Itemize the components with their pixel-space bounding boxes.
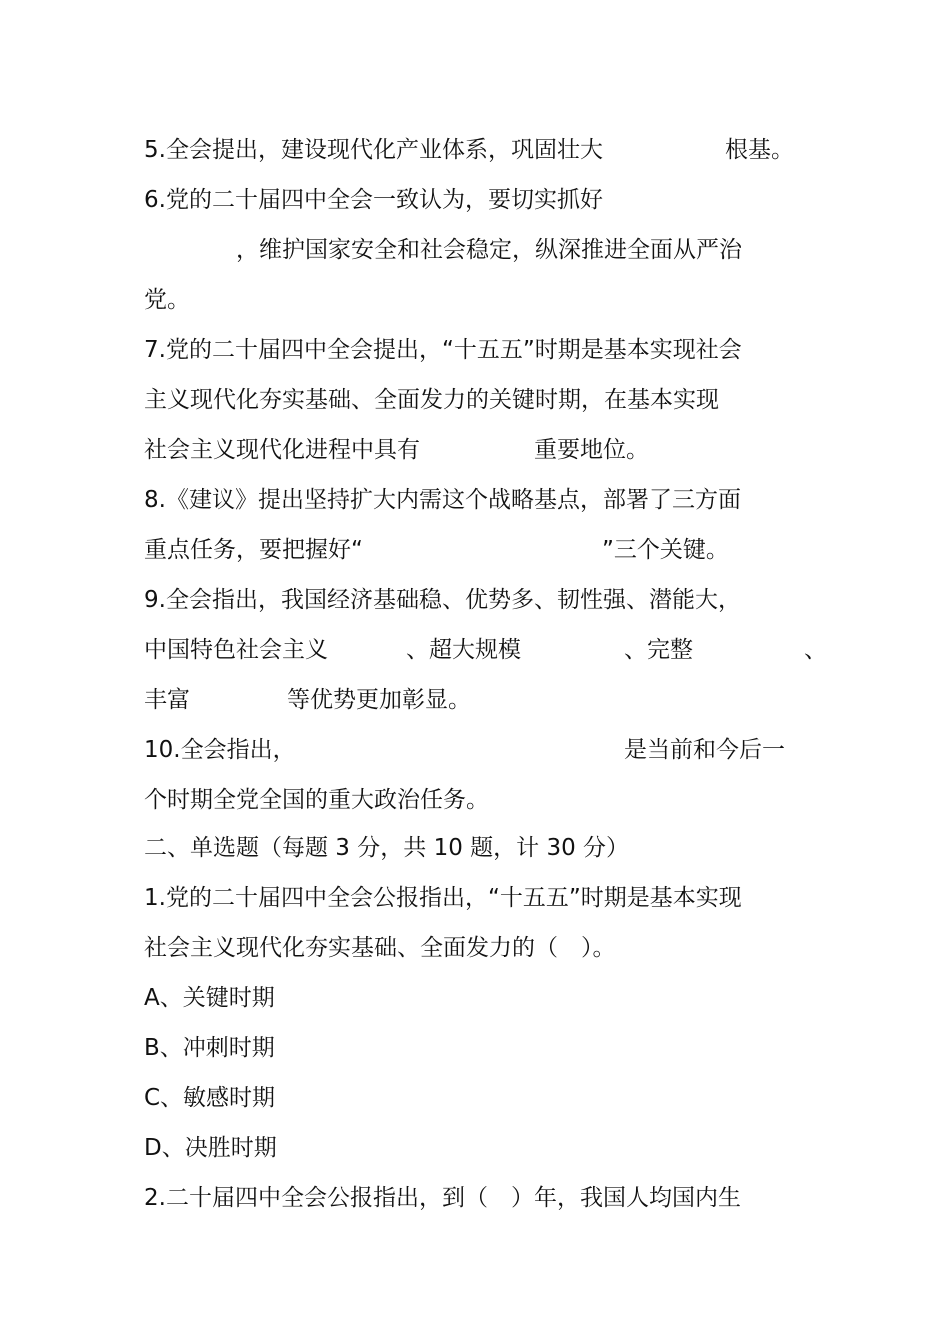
question-text: 社会主义现代化进程中具有 <box>144 437 420 463</box>
question-text: 是当前和今后一 <box>624 737 785 763</box>
question-text: 、完整 <box>624 637 693 663</box>
option-text: C、敏感时期 <box>144 1085 276 1111</box>
question-text: 6.党的二十届四中全会一致认为，要切实抓好 <box>144 187 603 213</box>
question-text: 重点任务，要把握好“ <box>144 537 363 563</box>
question-text: 7.党的二十届四中全会提出，“十五五”时期是基本实现社会 <box>144 337 742 363</box>
question-text: 5.全会提出，建设现代化产业体系，巩固壮大 <box>144 137 603 163</box>
question-text: 根基。 <box>725 137 794 163</box>
question-text: 主义现代化夯实基础、全面发力的关键时期，在基本实现 <box>144 387 719 413</box>
question-text: 1.党的二十届四中全会公报指出，“十五五”时期是基本实现 <box>144 885 742 911</box>
question-text: 丰富 <box>144 687 190 713</box>
section-title: 二、单选题（每题 3 分，共 10 题，计 30 分） <box>144 835 630 861</box>
question-text: 重要地位。 <box>534 437 649 463</box>
question-text: 10.全会指出， <box>144 737 296 763</box>
question-text: 2.二十届四中全会公报指出，到（ ）年，我国人均国内生 <box>144 1185 741 1211</box>
question-text: ”三个关键。 <box>602 537 729 563</box>
question-text: 、超大规模 <box>406 637 521 663</box>
option-text: D、决胜时期 <box>144 1135 277 1161</box>
question-text: 中国特色社会主义 <box>144 637 328 663</box>
question-text: ，维护国家安全和社会稳定，纵深推进全面从严治 <box>236 237 742 263</box>
question-text: 9.全会指出，我国经济基础稳、优势多、韧性强、潜能大， <box>144 587 741 613</box>
question-text: 个时期全党全国的重大政治任务。 <box>144 787 489 813</box>
question-text: 、 <box>804 637 827 663</box>
question-text: 社会主义现代化夯实基础、全面发力的（ ）。 <box>144 935 616 961</box>
option-text: A、关键时期 <box>144 985 275 1011</box>
option-text: B、冲刺时期 <box>144 1035 275 1061</box>
question-text: 8.《建议》提出坚持扩大内需这个战略基点，部署了三方面 <box>144 487 741 513</box>
question-text: 党。 <box>144 287 190 313</box>
question-text: 等优势更加彰显。 <box>287 687 471 713</box>
